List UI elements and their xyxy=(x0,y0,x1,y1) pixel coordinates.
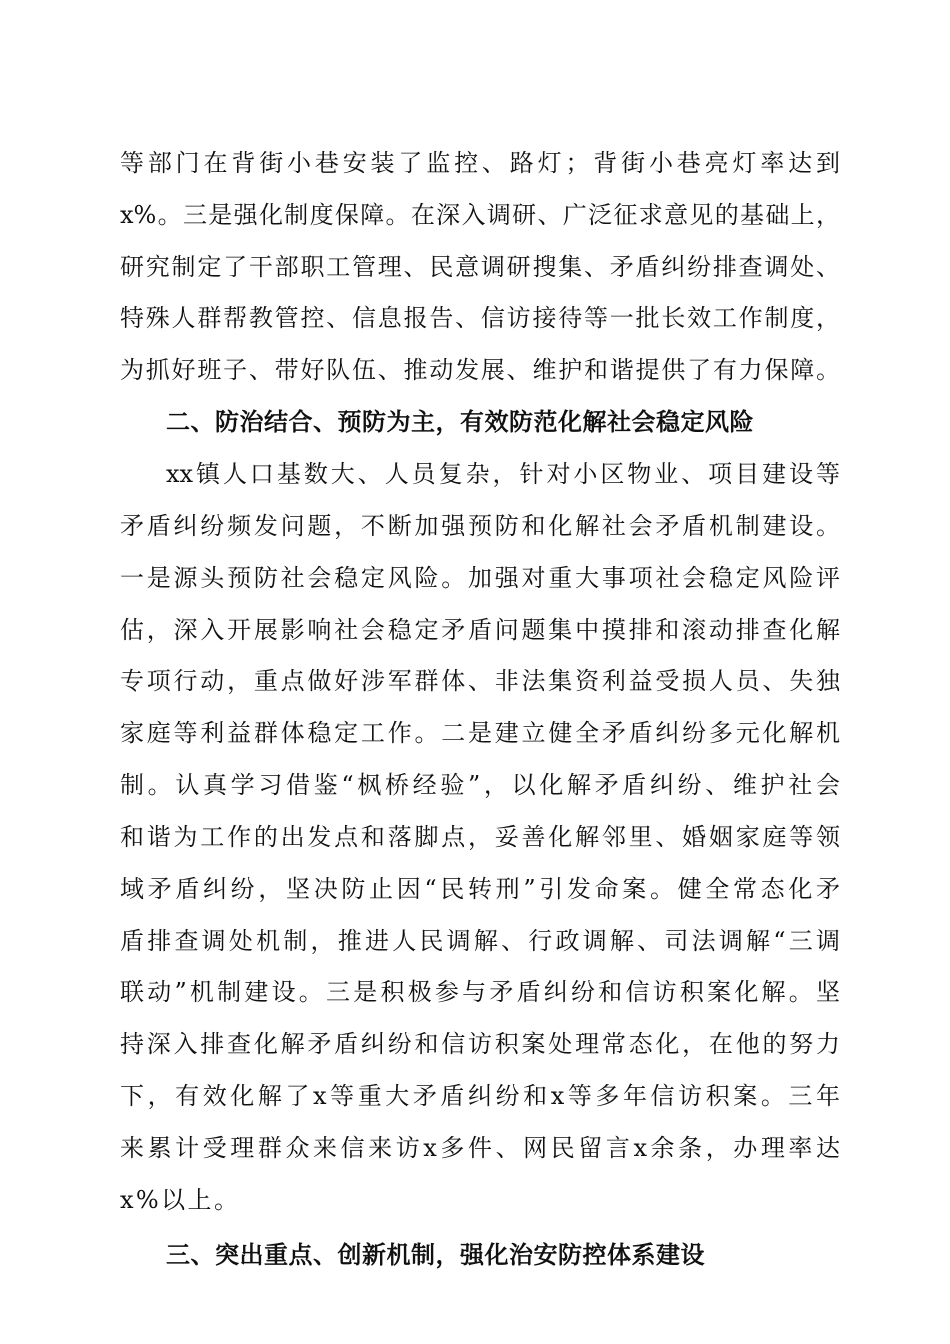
section-heading-3: 三、突出重点、创新机制，强化治安防控体系建设 xyxy=(166,1241,705,1269)
body-line: 盾排查调处机制，推进人民调解、行政调解、司法调解“三调 xyxy=(120,927,840,955)
section-heading-2: 二、防治结合、预防为主，有效防范化解社会稳定风险 xyxy=(166,408,754,436)
body-line: 联动”机制建设。三是积极参与矛盾纠纷和信访积案化解。坚 xyxy=(120,978,840,1006)
body-line: 特殊人群帮教管控、信息报告、信访接待等一批长效工作制度， xyxy=(120,304,840,332)
body-line: 持深入排查化解矛盾纠纷和信访积案处理常态化，在他的努力 xyxy=(120,1030,840,1058)
body-line: 家庭等利益群体稳定工作。二是建立健全矛盾纠纷多元化解机 xyxy=(120,719,840,747)
body-line: 下，有效化解了x等重大矛盾纠纷和x等多年信访积案。三年 xyxy=(120,1082,840,1110)
body-line: 一是源头预防社会稳定风险。加强对重大事项社会稳定风险评 xyxy=(120,564,840,592)
body-line: 和谐为工作的出发点和落脚点，妥善化解邻里、婚姻家庭等领 xyxy=(120,823,840,851)
body-line: 估，深入开展影响社会稳定矛盾问题集中摸排和滚动排查化解 xyxy=(120,616,840,644)
body-line: 专项行动，重点做好涉军群体、非法集资利益受损人员、失独 xyxy=(120,667,840,695)
body-line: 矛盾纠纷频发问题，不断加强预防和化解社会矛盾机制建设。 xyxy=(120,512,840,540)
body-line: 研究制定了干部职工管理、民意调研搜集、矛盾纠纷排查调处、 xyxy=(120,253,840,281)
body-line: 来累计受理群众来信来访x多件、网民留言x余条，办理率达 xyxy=(120,1134,840,1162)
body-line: x%。三是强化制度保障。在深入调研、广泛征求意见的基础上， xyxy=(120,201,840,229)
body-line: 等部门在背街小巷安装了监控、路灯；背街小巷亮灯率达到 xyxy=(120,149,840,177)
body-line: 为抓好班子、带好队伍、推动发展、维护和谐提供了有力保障。 xyxy=(120,356,840,384)
paragraph-first-line: xx镇人口基数大、人员复杂，针对小区物业、项目建设等 xyxy=(166,460,840,488)
body-line-last: x%以上。 xyxy=(120,1186,241,1214)
body-line: 制。认真学习借鉴“枫桥经验”，以化解矛盾纠纷、维护社会 xyxy=(120,771,840,799)
body-line: 域矛盾纠纷，坚决防止因“民转刑”引发命案。健全常态化矛 xyxy=(120,875,840,903)
